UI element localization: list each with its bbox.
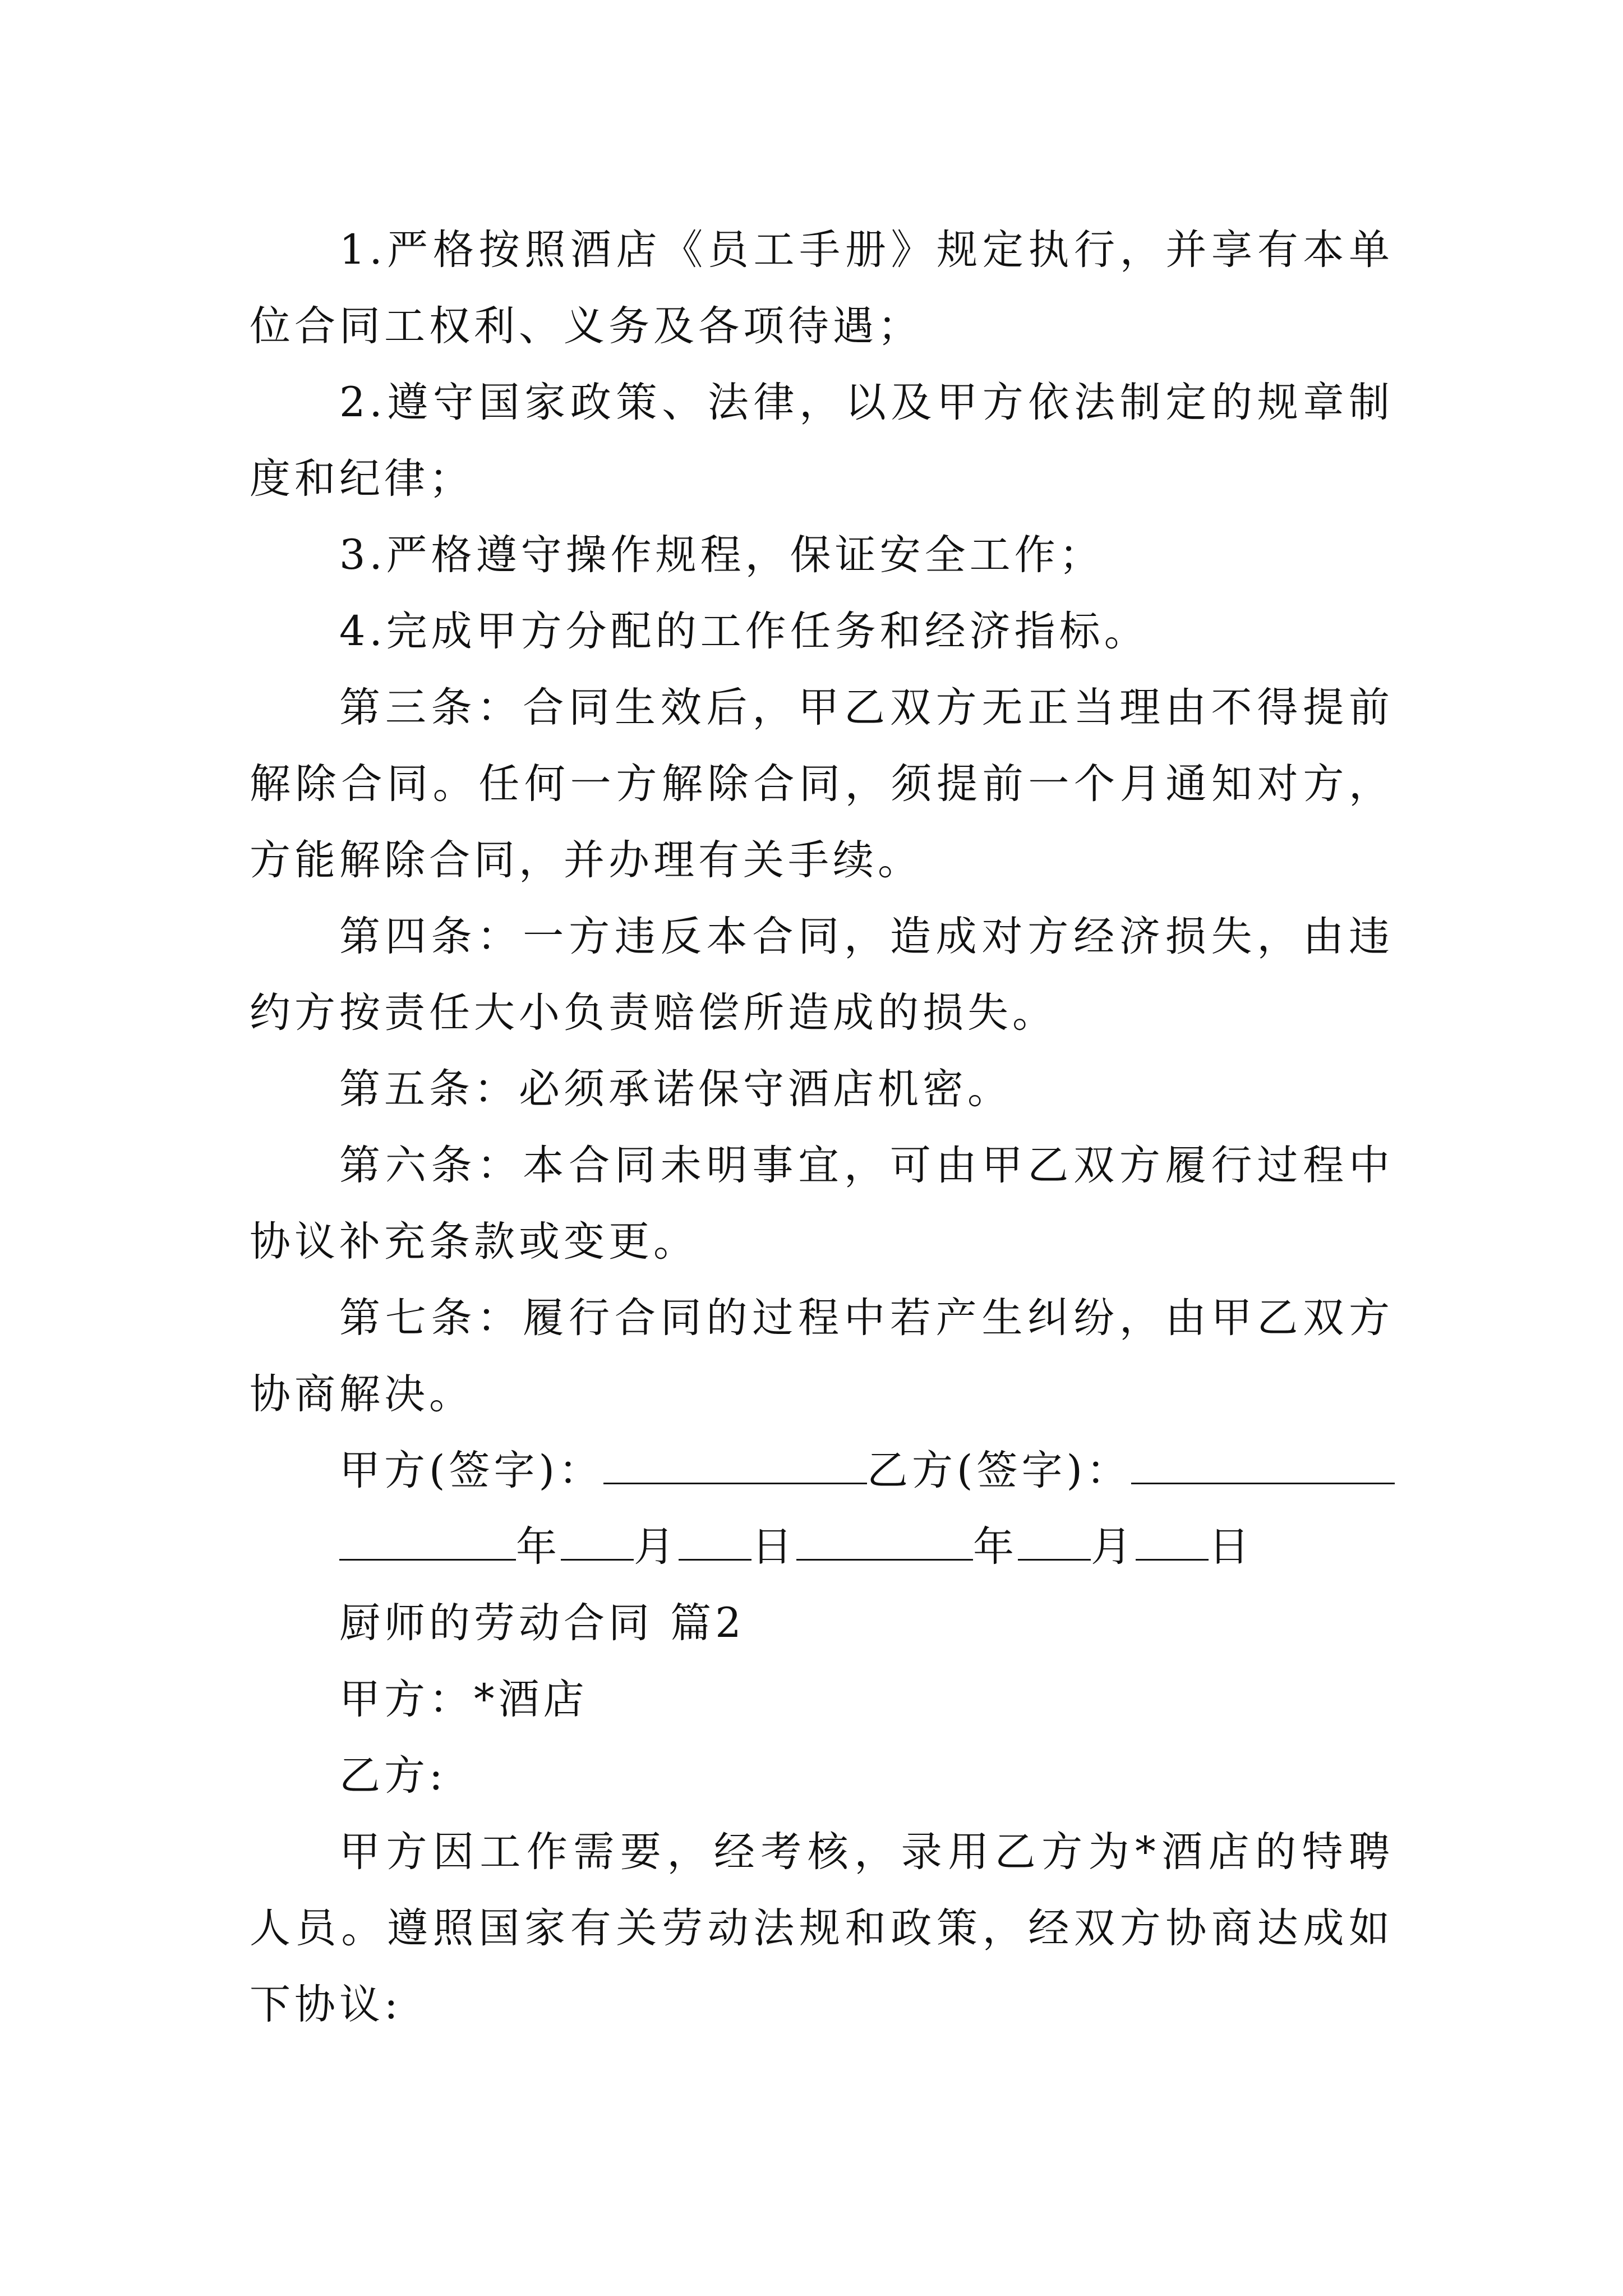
party-a-month-blank xyxy=(561,1515,634,1561)
party-a-year-blank xyxy=(339,1515,516,1561)
clause-item-4: 4.完成甲方分配的工作任务和经济指标。 xyxy=(339,608,1149,655)
party-a-line: 甲方：*酒店 xyxy=(339,1676,588,1723)
party-b-day-label: 日 xyxy=(1209,1523,1253,1571)
party-a-signature-label: 甲方(签字)： xyxy=(339,1447,603,1494)
party-a-year-label: 年 xyxy=(516,1523,561,1571)
party-a-day-label: 日 xyxy=(751,1523,796,1571)
party-b-year-blank xyxy=(796,1515,973,1561)
clause-item-1: 1.严格按照酒店《员工手册》规定执行，并享有本单位合同工权利、义务及各项待遇； xyxy=(250,226,1394,350)
party-b-year-label: 年 xyxy=(973,1523,1018,1571)
section-title: 厨师的劳动合同 篇2 xyxy=(339,1599,745,1647)
party-b-signature-blank xyxy=(1131,1439,1395,1484)
party-b-day-blank xyxy=(1136,1515,1209,1561)
article-6: 第六条：本合同未明事宜，可由甲乙双方履行过程中协议补充条款或变更。 xyxy=(250,1142,1394,1266)
party-b-line: 乙方: xyxy=(339,1752,447,1800)
party-b-signature-label: 乙方(签字)： xyxy=(866,1447,1131,1494)
article-4: 第四条：一方违反本合同，造成对方经济损失，由违约方按责任大小负责赔偿所造成的损失。 xyxy=(250,913,1394,1037)
party-a-signature-blank xyxy=(603,1439,867,1484)
document-body xyxy=(250,212,1394,2043)
clause-item-2: 2.遵守国家政策、法律，以及甲方依法制定的规章制度和纪律； xyxy=(250,379,1394,503)
intro-paragraph: 甲方因工作需要，经考核，录用乙方为*酒店的特聘人员。遵照国家有关劳动法规和政策，经双方协商达成如下协议: xyxy=(250,1828,1394,2028)
article-3: 第三条：合同生效后，甲乙双方无正当理由不得提前解除合同。任何一方解除合同，须提前一个月通知对方，方能解除合同，并办理有关手续。 xyxy=(250,684,1394,884)
article-5: 第五条：必须承诺保守酒店机密。 xyxy=(339,1065,1012,1113)
party-a-day-blank xyxy=(679,1515,751,1561)
article-7: 第七条：履行合同的过程中若产生纠纷，由甲乙双方协商解决。 xyxy=(250,1294,1394,1418)
signature-line xyxy=(250,1433,1394,1509)
party-a-month-label: 月 xyxy=(634,1523,679,1571)
party-b-month-blank xyxy=(1018,1515,1091,1561)
party-b-month-label: 月 xyxy=(1091,1523,1136,1571)
clause-item-3: 3.严格遵守操作规程，保证安全工作； xyxy=(339,531,1104,579)
date-line xyxy=(250,1509,1394,1585)
